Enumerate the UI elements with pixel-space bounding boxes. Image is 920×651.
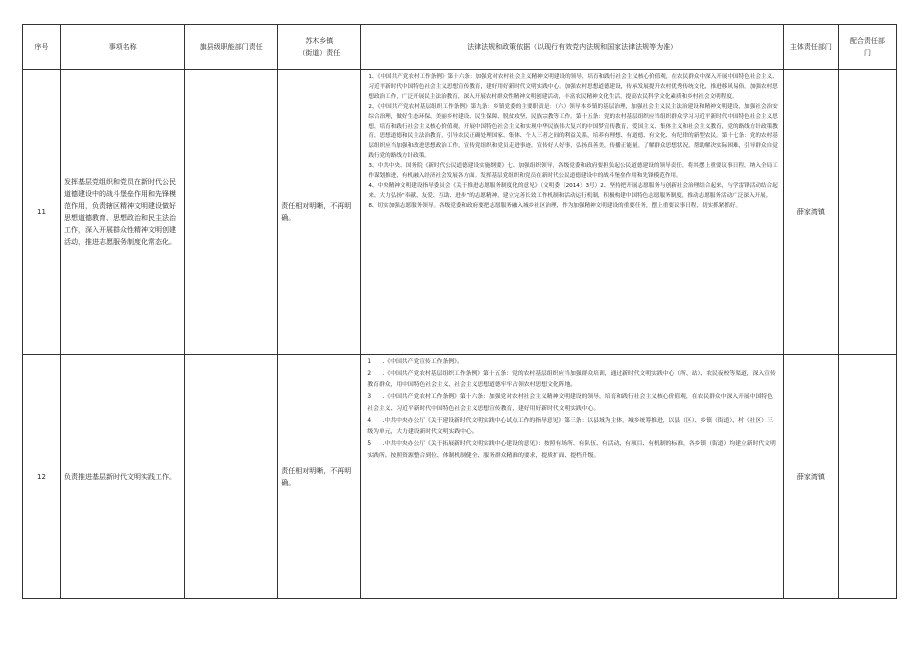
legal-basis (361, 355, 783, 599)
legal-basis-paragraph: 8、切实加强志愿服务领导。各级党委和政府要把志愿服务融入城乡社区治理，作为加强精神文明建设的重要任务，摆上重要议事日程，切实抓紧抓好。 (368, 202, 742, 209)
legal-basis-paragraph: 2、《中国共产党农村基层组织工作条例》第九条：乡镇党委的主要职责是：（六）领导本乡镇的基层治理，加强社会主义民主法治建设和精神文明建设，加强社会治安综合治理，做好生态环保、美丽乡村建设、民生保障、脱贫攻坚、民族宗教等工作。第十五条：党的农村基层组织应当组织群众学习习近平新时代中国特色社会主义思想，培育和践行社会主义核心价值观，开展中国特色社会主义和实现中华民族伟大复兴的中国梦宣传教育，爱国主义、集体主义和社会主义教育，党的路线方针政策教育，思想道德和民主法治教育，引导农民正确处理国家、集体、个人三者之间的利益关系，培养有理想、有道德、有文化、有纪律的新型农民。第十七条：党的农村基层组织应当加强和改进思想政治工作，宣传党组织和党员走进事迹，宣传好人好事，弘扬真善美，传播正能量。了解群众思想状况，帮助解决实际困难，引导群众自觉践行党的路线方针政策。 (368, 103, 778, 160)
header-town: 苏木乡镇 （街道）责任 (278, 25, 361, 70)
cooperating-department (838, 355, 896, 599)
cooperating-department (838, 70, 896, 355)
header-item: 事项名称 (61, 25, 185, 70)
header-row (23, 25, 897, 70)
legal-basis-paragraph: 3 .《中国共产党农村工作条例》第十六条：加强党对农村社会主义精神文明建设的领导，培育和践行社会主义核心价值观，在农民群众中深入开展中国特色社会主义、习近平新时代中国特色社会主义思想宣传教育，建好用好新时代文明实践中心。 (367, 394, 773, 412)
town-responsibility: 责任相对明晰，不再明确。 (278, 355, 361, 599)
legal-basis-paragraph: 1、《中国共产党农村工作条例》第十六条：加强党对农村社会主义精神文明建设的领导，培育和践行社会主义核心价值观，在农民群众中深入开展中国特色社会主义、习近平新时代中国特色社会主义思想宣传教育，建好用好新时代文明实践中心。加强农村思想道德建设，传承发展提升农村优秀传统文化，推进移风易俗。加强农村思想政治工作，广泛开展民主法治教育，深入开展农村群众性精神文明创建活动，丰富农民精神文化生活，提高农民科学文化素质和乡村社会文明程度。 (368, 74, 778, 100)
legal-basis-paragraph: 4、中央精神文明建设指导委员会《关于推进志愿服务制度化的意见》（文明委〔2014〕3号）2、坚持把开展志愿服务与创新社会治理结合起来，与学雷锋活动结合起来，大力弘扬“奉献、友爱、互助、进步”的志愿精神，建立完善长效工作机制和活动运行机制，积极构建中国特色志愿服务制度，推动志愿服务活动广泛深入开展。 (368, 182, 778, 199)
dept-responsibility (185, 355, 278, 599)
legal-basis-paragraph: 1 .《中国共产党宣传工作条例》。 (367, 359, 463, 365)
main-department: 薛家湾镇 (783, 70, 838, 355)
responsibility-table (22, 24, 897, 599)
row-number: 12 (23, 355, 61, 599)
header-law: 法律法规和政策依据（以现行有效党内法规和国家法律法规等为准） (361, 25, 783, 70)
header-no: 序号 (23, 25, 61, 70)
header-dept: 旗县级职能部门责任 (185, 25, 278, 70)
item-name: 发挥基层党组织和党员在新时代公民道德建设中的战斗堡垒作用和先锋模范作用，负责辖区精神文明建设做好思想道德教育、思想政治和民主法治工作，深入开展群众性精神文明创建活动，推进志愿服务制度化常态化。 (61, 70, 185, 355)
item-name: 负责推进基层新时代文明实践工作。 (61, 355, 185, 599)
main-department: 薛家湾镇 (783, 355, 838, 599)
legal-basis-paragraph: 2 .《中国共产党农村基层组织工作条例》第十五条：党的农村基层组织应当加强群众培训，通过新时代文明实践中心（所、站）、农民夜校等渠道，深入宣传教育群众，用中国特色社会主义、社会主义思想道德牢牢占领农村思想文化阵地。 (367, 370, 776, 389)
legal-basis-paragraph: 4 .中共中央办公厅《关于建设新时代文明实践中心试点工作的指导意见》第三条：以县域为主体，城乡统筹推进，以县（区）、乡镇（街道）、村（社区）三级为单元，大力建设新时代文明实践中心。 (367, 417, 773, 436)
town-responsibility: 责任相对明晰，不再明确。 (278, 70, 361, 355)
table-row (23, 70, 897, 355)
header-co: 配合责任部门 (838, 25, 896, 70)
legal-basis-paragraph: 5 .中共中央办公厅《关于拓展新时代文明实践中心建设的意见》：按照有场所、有队伍、有活动、有项目、有机制的标准，各乡镇（街道）均建立新时代文明实践所。按照资源整合到位、体制机制健全、服务群众精准的要求，提质扩面、提档升级。 (367, 440, 776, 459)
legal-basis-paragraph: 3、中共中央、国务院《新时代公民道德建设实施纲要》七、加强组织领导，各级党委和政府要担负起公民道德建设的领导责任，将其摆上重要议事日程，纳入全局工作谋划推进，有机融入经济社会发展各方面。发挥基层党组织和党员在新时代公民道德建设中的战斗堡垒作用和先锋模范作用。 (368, 163, 778, 180)
dept-responsibility (185, 70, 278, 355)
table-row (23, 355, 897, 599)
header-main: 主体责任部门 (783, 25, 838, 70)
legal-basis (361, 70, 783, 355)
row-number: 11 (23, 70, 61, 355)
